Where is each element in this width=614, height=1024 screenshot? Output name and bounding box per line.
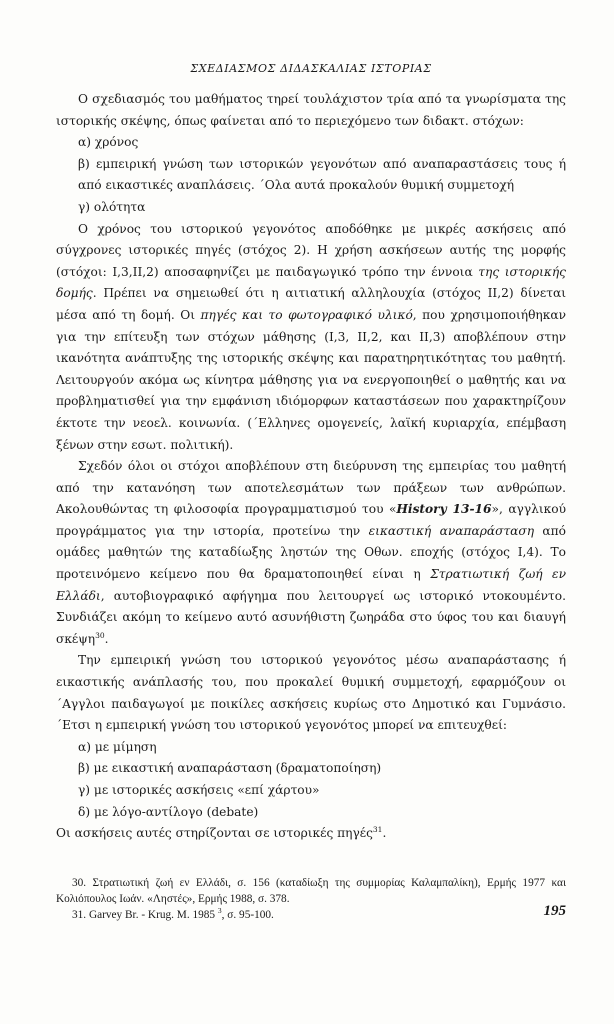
main-text xyxy=(56,89,566,845)
text-run: Οι ασκήσεις αυτές στηρίζονται σε ιστορικές πηγές xyxy=(56,826,373,841)
paragraph-intro: Ο σχεδιασμός του μαθήματος τηρεί τουλάχιστον τρία από τα γνωρίσματα της ιστορικής σκέψης, όπως φαίνεται από το περιεχόμενο των διδακτ. στόχων: xyxy=(56,92,566,128)
text-run: », αγγλικού προγράμματος για την ιστορία, προτείνω την xyxy=(56,502,566,538)
paragraph-time-of-event xyxy=(56,219,566,457)
footnote-30: 30. Στρατιωτική ζωή εν Ελλάδι, σ. 156 (καταδίωξη της συμμορίας Καλαμπαλίκη), Ερμής 1977 και Κολιόπουλος Ιωάν. «Ληστές», Ερμής 1988, σ. 378. xyxy=(56,876,566,905)
footnote-31 xyxy=(56,907,566,923)
text-run: . xyxy=(382,826,387,841)
text-run: 31. Garvey Br. - Krug. M. 1985 xyxy=(72,908,218,921)
text-run: Σχεδόν όλοι οι στόχοι αποβλέπουν στη διεύρυνση της εμπειρίας του μαθητή από την κατανόηση των αποτελεσμάτων των πράξεων των ανθρώπων. Ακολουθώντας τη φιλοσοφία προγραμματισμού του « xyxy=(56,459,566,517)
emphasis-historical-structure: της ιστορικής δομής xyxy=(56,264,566,301)
page-number: 195 xyxy=(543,903,566,919)
paragraph-sources xyxy=(56,823,566,845)
list-item-imitation: α) με μίμηση xyxy=(78,739,157,754)
paragraph-empirical-knowledge: Την εμπειρική γνώση του ιστορικού γεγονότος μέσω αναπαράστασης ή εικαστικής ανάπλασής του, που προκαλεί θυμική συμμετοχή, εφαρμόζουν οι ΄Αγγλοι παιδαγωγοί με ποικίλες ασκήσεις κυρίως στο Δημοτικό και Γυμνάσιο. ΄Ετσι η εμπειρική γνώση του ιστορικού γεγονότος μπορεί να επιτευχθεί: xyxy=(56,653,566,733)
emphasis-history-13-16: History 13-16 xyxy=(396,502,492,517)
document-page xyxy=(56,62,566,923)
emphasis-sources-photos: πηγές και το φωτογραφικό υλικό xyxy=(200,307,413,322)
footnotes xyxy=(56,875,566,923)
list-item-time: α) χρόνος xyxy=(78,135,139,150)
emphasis-visual-representation: εικαστική αναπαράσταση xyxy=(368,523,535,538)
footnote-ref-30[interactable]: 30 xyxy=(95,630,105,640)
list-item-dramatization: β) με εικαστική αναπαράσταση (δραματοποίηση) xyxy=(78,761,382,776)
running-header: ΣΧΕΔΙΑΣΜΟΣ ΔΙΔΑΣΚΑΛΙΑΣ ΙΣΤΟΡΙΑΣ xyxy=(190,62,432,75)
emphasis-book-title: Στρατιωτική ζωή εν Ελλάδι xyxy=(56,567,566,603)
text-run: Ο χρόνος του ιστορικού γεγονότος αποδόθηκε με μικρές ασκήσεις από σύγχρονες ιστορικές πηγές (στόχος 2). Η χρήση ασκήσεων αυτής της μορφής (στόχοι: I,3,II,2) αποσαφηνίζει με παιδαγωγικό τρόπο την έννοια xyxy=(56,221,566,279)
text-run: από ομάδες μαθητών της καταδίωξης ληστών της Οθων. εποχής (στόχος I,4). Το προτεινόμενο κείμενο που θα δραματοποιηθεί είναι η xyxy=(56,523,567,582)
paragraph-objectives xyxy=(56,456,566,650)
list-item-map-exercises: γ) με ιστορικές ασκήσεις «επί χάρτου» xyxy=(78,783,320,797)
list-item-totality: γ) ολότητα xyxy=(78,199,146,214)
edition-superscript: 3 xyxy=(217,906,222,916)
text-run: . xyxy=(104,631,109,646)
text-run: , σ. 95-100. xyxy=(221,908,274,921)
text-run: , που χρησιμοποιήθηκαν για την επίτευξη των στόχων μάθησης (I,3, II,2, και II,3) αποβλέπουν στην ικανότητα ανάπτυξης της ιστορικής σκέψης και παρατηρητικότητας του μαθητή. Λειτουργούν ακόμα ως κίνητρα μάθησης για να ενεργοποιηθεί ο μαθητής και να προβληματισθεί για την εμφάνιση ιδιόμορφων καταστάσεων που χαρακτηρίζουν έκτοτε την νεοελ. κοινωνία. (΄Ελληνες ομογενείς, λαϊκή κυριαρχία, επέμβαση ξένων στην εσωτ. πολιτική). xyxy=(56,307,566,452)
footnote-ref-31[interactable]: 31 xyxy=(372,825,383,835)
list-item-empirical-knowledge: β) εμπειρική γνώση των ιστορικών γεγονότων από αναπαραστάσεις τους ή από εικαστικές αναπλάσεις. ΄Ολα αυτά προκαλούν θυμική συμμετοχή xyxy=(78,156,566,193)
list-item-debate: δ) με λόγο-αντίλογο (debate) xyxy=(78,804,259,819)
text-run: , αυτοβιογραφικό αφήγημα που λειτουργεί ως ιστορικό ντοκουμέντο. Συνδιάζει ακόμη το κείμενο αυτό ασυνήθιστη ζωηράδα στο ύφος του και διαυγή σκέψη xyxy=(56,588,566,646)
text-run: . Πρέπει να σημειωθεί ότι η αιτιατική αλληλουχία (στόχος II,2) δίνεται μέσα από τη δομή. Οι xyxy=(56,286,566,322)
